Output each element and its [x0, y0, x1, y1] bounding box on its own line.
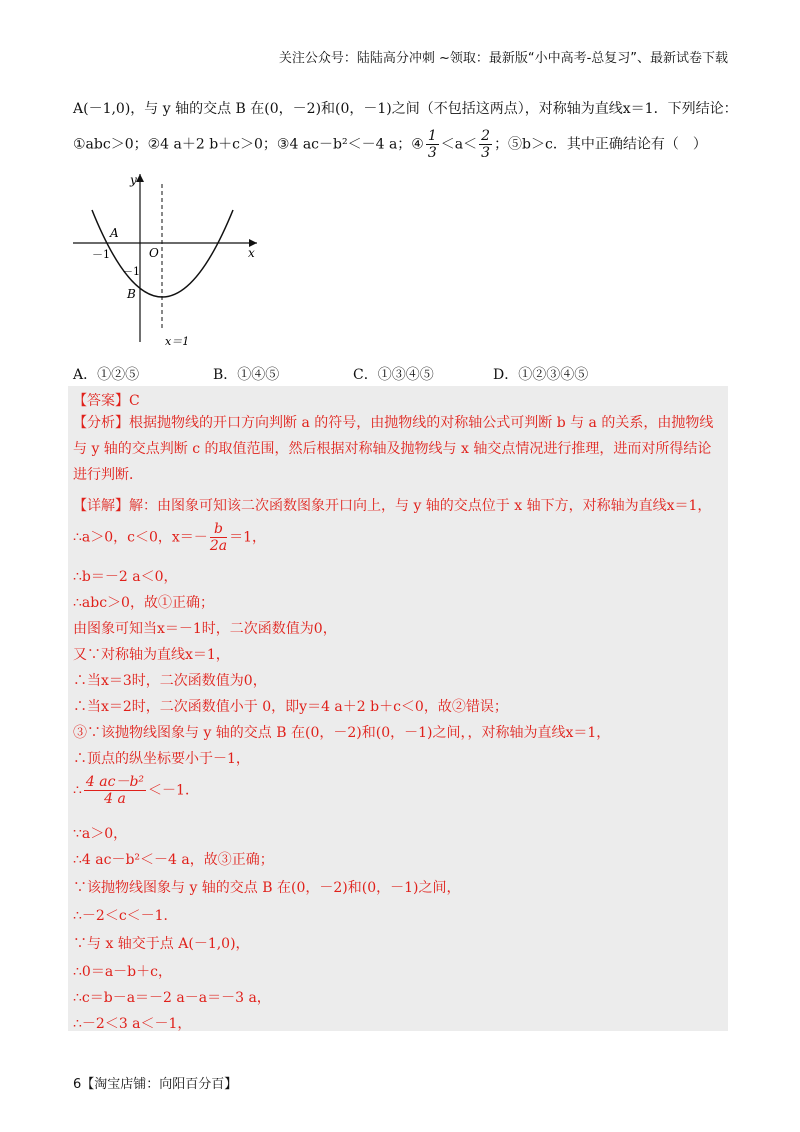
neg1-x-tick: －1	[92, 248, 110, 261]
page-header: 关注公众号：陆陆高分冲刺 ~领取：最新版“小中高考-总复习”、最新试卷下载	[278, 51, 728, 66]
option-b: B．①④⑤	[213, 367, 280, 383]
answer-label: 【答案】C	[73, 393, 140, 409]
step-9: ∴顶点的纵坐标要小于－1，	[73, 751, 250, 767]
x-eq-1-label: x＝1	[165, 335, 190, 348]
step-8: ③∵该抛物线图象与 y 轴的交点 B 在(0，－2)和(0，－1)之间，，对称轴为直线x＝1，	[73, 725, 611, 741]
option-d: D．①②③④⑤	[493, 367, 589, 383]
fraction-one-third: $\frac{1}{3}$	[427, 128, 437, 161]
step-7: ∴当x＝2时，二次函数值小于 0，即y＝4 a＋2 b＋c＜0，故②错误；	[73, 699, 508, 715]
step-18: ∴－2＜3 a＜－1，	[73, 1016, 192, 1032]
fraction-vertex: $\frac{\text{4 ac－b²}}{4 a}$	[85, 774, 145, 807]
step-14: ∴－2＜c＜－1．	[73, 908, 178, 924]
step-5: 又∵对称轴为直线x＝1，	[73, 647, 230, 663]
fraction-two-thirds: $\frac{2}{3}$	[481, 128, 491, 161]
y-axis-arrow	[136, 174, 144, 182]
step-4: 由图象可知当x＝－1时，二次函数值为0，	[73, 621, 337, 637]
step-17: ∴c＝b－a＝－2 a－a＝－3 a，	[73, 990, 271, 1006]
step-16: ∴0＝a－b＋c，	[73, 964, 172, 980]
step-2: ∴b＝－2 a＜0，	[73, 569, 178, 585]
page-footer: 6【淘宝店铺：向阳百分百】	[73, 1077, 238, 1092]
option-a: A．①②⑤	[73, 367, 140, 383]
fraction-b-over-2a: $\frac{b}{2a}$	[209, 521, 228, 554]
neg1-y-tick: －1	[122, 265, 140, 278]
question-line-2: ①abc＞0；②4 a＋2 b＋c＞0；③4 ac－b²＜－4 a；④ $\frac{1}{3}$ ＜a＜ $\frac{2}{3}$ ；⑤b＞c．其中正确结论有（ ）	[73, 128, 707, 161]
x-label: x	[248, 246, 255, 260]
parabola-graph	[65, 170, 265, 350]
point-a-label: A	[110, 226, 119, 240]
step-6: ∴当x＝3时，二次函数值为0，	[73, 673, 267, 689]
option-c: C．①③④⑤	[353, 367, 434, 383]
step-12: ∴4 ac－b²＜－4 a，故③正确；	[73, 852, 274, 868]
y-label: y	[130, 173, 137, 187]
step-13: ∵该抛物线图象与 y 轴的交点 B 在(0，－2)和(0，－1)之间，	[73, 880, 461, 896]
step-1: ∴a＞0，c＜0，x＝－ $\frac{b}{2a}$ ＝1，	[73, 521, 266, 554]
step-15: ∵与 x 轴交于点 A(－1,0)，	[73, 936, 250, 952]
step-10: ∴ $\frac{\text{4 ac－b²}}{4 a}$ ＜－1．	[73, 774, 199, 807]
step-11: ∵a＞0，	[73, 826, 128, 842]
detail-text: 【详解】解：由图象可知该二次函数图象开口向上，与 y 轴的交点位于 x 轴下方，对称轴为直线x＝1，	[73, 498, 712, 514]
analysis-text: 【分析】根据抛物线的开口方向判断 a 的符号，由抛物线的对称轴公式可判断 b 与 a 的关系，由抛物线与 y 轴的交点判断 c 的取值范围，然后根据对称轴及抛物线与 x 轴交点情况进行推理，进而对所得结论进行判断．	[73, 415, 714, 483]
origin-label: O	[149, 246, 159, 260]
question-line-1: A(－1,0)，与 y 轴的交点 B 在(0，－2)和(0，－1)之间（不包括这两点），对称轴为直线x＝1．下列结论：	[73, 101, 738, 117]
point-b-label: B	[127, 287, 136, 301]
step-3: ∴abc＞0，故①正确；	[73, 595, 214, 611]
